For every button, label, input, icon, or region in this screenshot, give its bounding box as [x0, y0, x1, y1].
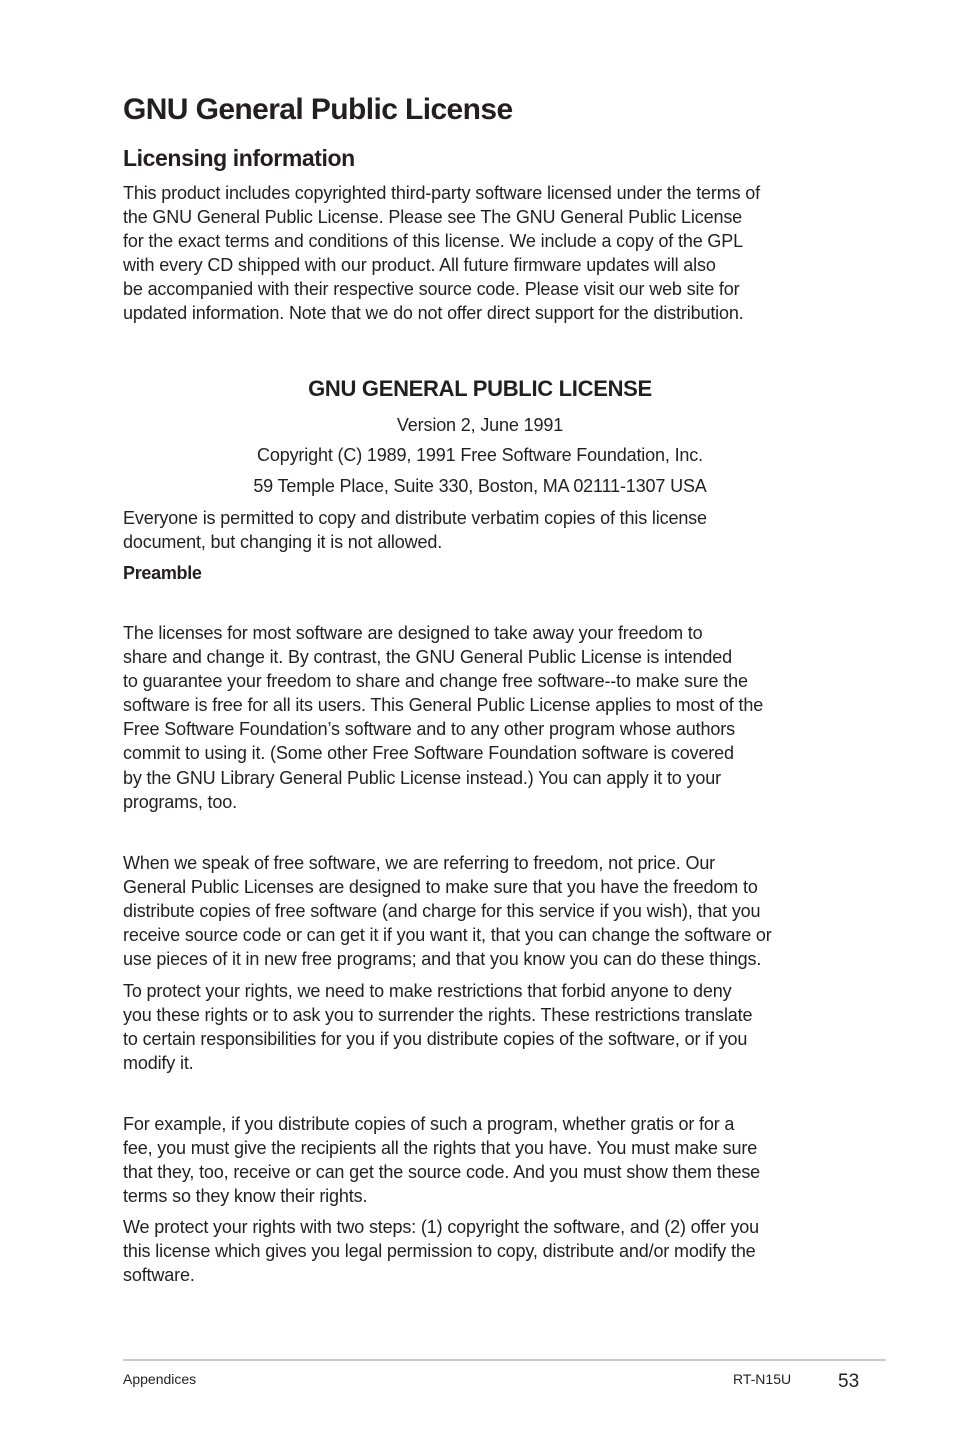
text-line: For example, if you distribute copies of such a program, whether gratis or for a	[123, 1114, 735, 1134]
text-line: The licenses for most software are designed to take away your freedom to	[123, 623, 703, 643]
preamble-paragraph-1	[123, 621, 853, 814]
text-line: by the GNU Library General Public License instead.) You can apply it to your	[123, 767, 721, 788]
permission-paragraph	[123, 506, 853, 554]
license-copyright: Copyright (C) 1989, 1991 Free Software Foundation, Inc.	[257, 445, 703, 465]
intro-paragraph	[123, 181, 853, 326]
text-line: share and change it. By contrast, the GNU General Public License is intended	[123, 647, 732, 668]
footer-divider	[123, 1359, 886, 1361]
section-heading-licensing-information: Licensing information	[123, 145, 355, 171]
text-line: To protect your rights, we need to make restrictions that forbid anyone to deny	[123, 981, 732, 1001]
page-title: GNU General Public License	[123, 93, 513, 126]
text-line: terms so they know their rights.	[123, 1186, 368, 1207]
text-line: We protect your rights with two steps: (1) copyright the software, and (2) offer you	[123, 1217, 760, 1237]
text-line: to guarantee your freedom to share and change free software--to make sure the	[123, 671, 748, 692]
text-line: fee, you must give the recipients all the rights that you have. You must make sure	[123, 1138, 758, 1159]
text-line: When we speak of free software, we are referring to freedom, not price. Our	[123, 853, 716, 873]
text-line: software.	[123, 1265, 195, 1286]
text-line: document, but changing it is not allowed.	[123, 532, 443, 553]
text-line: receive source code or can get it if you want it, that you can change the software or	[123, 925, 772, 946]
preamble-paragraph-4	[123, 1112, 853, 1208]
text-line: Everyone is permitted to copy and distribute verbatim copies of this license	[123, 508, 707, 528]
text-line: software is free for all its users. This General Public License applies to most of the	[123, 695, 764, 716]
text-line: General Public Licenses are designed to make sure that you have the freedom to	[123, 877, 758, 898]
text-line: be accompanied with their respective source code. Please visit our web site for	[123, 279, 740, 300]
page-number: 53	[838, 1371, 860, 1392]
license-address: 59 Temple Place, Suite 330, Boston, MA 02111-1307 USA	[253, 476, 707, 496]
text-line: commit to using it. (Some other Free Software Foundation software is covered	[123, 743, 734, 764]
text-line: programs, too.	[123, 791, 237, 812]
text-line: updated information. Note that we do not offer direct support for the distribution.	[123, 303, 744, 324]
text-line: use pieces of it in new free programs; and that you know you can do these things.	[123, 949, 762, 970]
text-line: This product includes copyrighted third-party software licensed under the terms of	[123, 183, 761, 203]
text-line: modify it.	[123, 1053, 194, 1074]
license-version: Version 2, June 1991	[396, 415, 564, 435]
footer-model-name: RT-N15U	[733, 1371, 792, 1387]
preamble-paragraph-5	[123, 1215, 853, 1287]
text-line: to certain responsibilities for you if you distribute copies of the software, or if you	[123, 1029, 748, 1050]
text-line: the GNU General Public License. Please see The GNU General Public License	[123, 207, 743, 228]
license-title: GNU GENERAL PUBLIC LICENSE	[308, 376, 652, 401]
preamble-paragraph-3	[123, 979, 853, 1075]
text-line: this license which gives you legal permission to copy, distribute and/or modify the	[123, 1241, 756, 1262]
text-line: with every CD shipped with our product. All future firmware updates will also	[123, 255, 716, 276]
preamble-heading: Preamble	[123, 563, 202, 583]
text-line: that they, too, receive or can get the source code. And you must show them these	[123, 1162, 761, 1183]
text-line: Free Software Foundation’s software and to any other program whose authors	[123, 719, 735, 740]
text-line: for the exact terms and conditions of this license. We include a copy of the GPL	[123, 231, 744, 252]
text-line: you these rights or to ask you to surrender the rights. These restrictions translate	[123, 1005, 753, 1026]
preamble-paragraph-2	[123, 851, 853, 971]
text-line: distribute copies of free software (and charge for this service if you wish), that you	[123, 901, 761, 922]
footer-section-label: Appendices	[123, 1371, 197, 1387]
